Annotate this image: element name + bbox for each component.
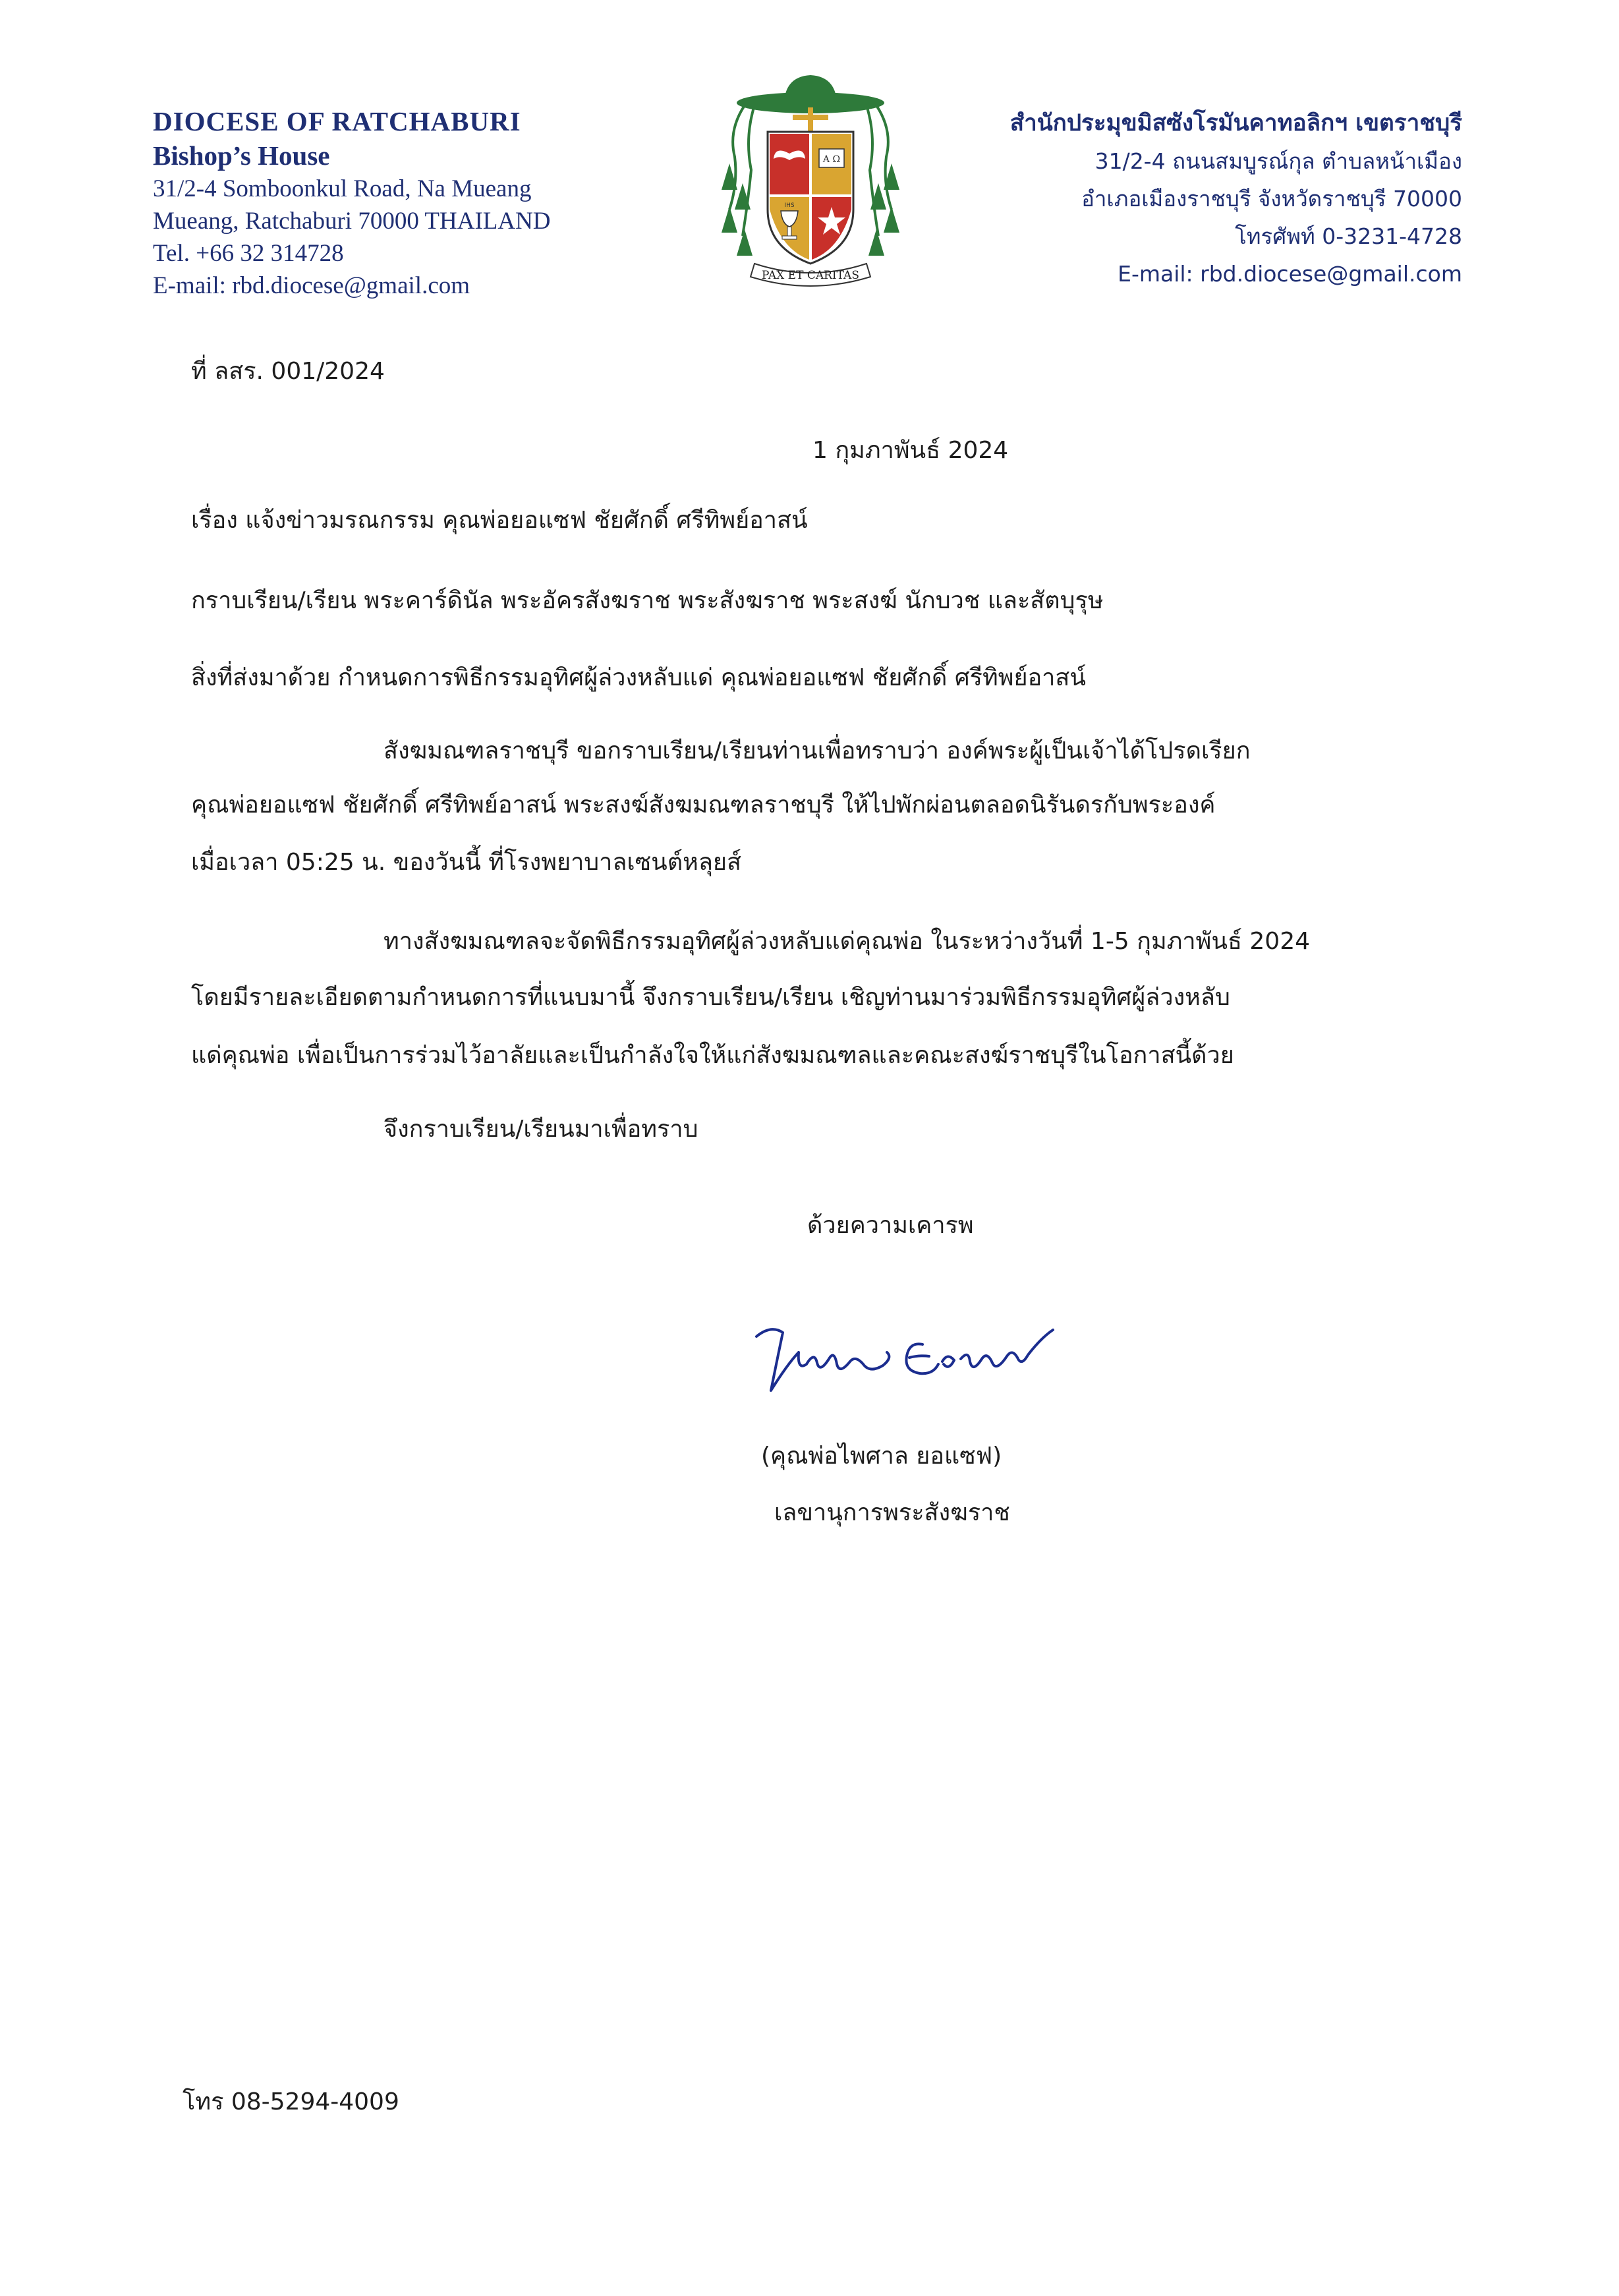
phone-th: โทรศัพท์ 0-3231-4728 <box>1235 223 1462 249</box>
paragraph-2-line-1: ทางสังฆมณฑลจะจัดพิธีกรรมอุทิศผู้ล่วงหลับแด่คุณพ่อ ในระหว่างวันที่ 1-5 กุมภาพันธ์ 2024 <box>383 928 1311 955</box>
letterhead-th <box>1010 104 1462 293</box>
regards: ด้วยความเคารพ <box>807 1212 974 1239</box>
signature <box>751 1318 1061 1404</box>
diocese-title-th: สำนักประมุขมิสซังโรมันคาทอลิกฯ เขตราชบุรี <box>1009 110 1462 136</box>
address-line-th-2: อำเภอเมืองราชบุรี จังหวัดราชบุรี 70000 <box>1081 186 1462 212</box>
signer-name: (คุณพ่อไพศาล ยอแซฟ) <box>761 1443 1002 1470</box>
closing-line: จึงกราบเรียน/เรียนมาเพื่อทราบ <box>383 1116 698 1143</box>
paragraph-2-line-2: โดยมีรายละเอียดตามกำหนดการที่แนบมานี้ จึงกราบเรียน/เรียน เชิญท่านมาร่วมพิธีกรรมอุทิศผู้ล่วงหลับ <box>191 984 1230 1011</box>
phone-en: Tel. +66 32 314728 <box>153 240 344 267</box>
letterhead-en <box>153 104 551 302</box>
diocese-title-en: DIOCESE OF RATCHABURI <box>153 106 521 136</box>
address-line-en-1: 31/2-4 Somboonkul Road, Na Mueang <box>153 175 532 202</box>
reference-number: ที่ ลสร. 001/2024 <box>191 358 385 385</box>
paragraph-1-line-3: เมื่อเวลา 05:25 น. ของวันนี้ ที่โรงพยาบาลเซนต์หลุยส์ <box>191 849 741 876</box>
signature-icon <box>751 1318 1061 1404</box>
address-line-th-1: 31/2-4 ถนนสมบูรณ์กุล ตำบลหน้าเมือง <box>1094 148 1462 174</box>
letter-date: 1 กุมภาพันธ์ 2024 <box>812 437 1009 464</box>
email-th: E-mail: rbd.diocese@gmail.com <box>1118 261 1462 287</box>
coat-of-arms-icon <box>715 71 906 289</box>
letter-enclosure: สิ่งที่ส่งมาด้วย กำหนดการพิธีกรรมอุทิศผู้ล่วงหลับแด่ คุณพ่อยอแซฟ ชัยศักดิ์ ศรีทิพย์อาสน์ <box>191 664 1086 691</box>
paragraph-1-line-2: คุณพ่อยอแซฟ ชัยศักดิ์ ศรีทิพย์อาสน์ พระสงฆ์สังฆมณฑลราชบุรี ให้ไปพักผ่อนตลอดนิรันดรกับพระองค์ <box>191 791 1216 818</box>
email-en: E-mail: rbd.diocese@gmail.com <box>153 272 470 299</box>
signer-title: เลขานุการพระสังฆราช <box>774 1499 1010 1526</box>
letter-subject: เรื่อง แจ้งข่าวมรณกรรม คุณพ่อยอแซฟ ชัยศักดิ์ ศรีทิพย์อาสน์ <box>191 507 808 534</box>
chalice-label: IHS <box>784 202 795 209</box>
address-line-en-2: Mueang, Ratchaburi 70000 THAILAND <box>153 208 551 235</box>
book-label: A Ω <box>822 154 841 165</box>
crest-motto: PAX ET CARITAS <box>762 269 859 282</box>
diocese-crest <box>715 71 906 289</box>
footer-phone: โทร 08-5294-4009 <box>183 2088 399 2115</box>
paragraph-2-line-3: แด่คุณพ่อ เพื่อเป็นการร่วมไว้อาลัยและเป็นกำลังใจให้แก่สังฆมณฑลและคณะสงฆ์ราชบุรีในโอกาสนี้ด้วย <box>191 1042 1234 1069</box>
bishops-house-label: Bishop’s House <box>153 140 330 171</box>
paragraph-1-line-1: สังฆมณฑลราชบุรี ขอกราบเรียน/เรียนท่านเพื่อทราบว่า องค์พระผู้เป็นเจ้าได้โปรดเรียก <box>383 737 1251 764</box>
letter-salutation: กราบเรียน/เรียน พระคาร์ดินัล พระอัครสังฆราช พระสังฆราช พระสงฆ์ นักบวช และสัตบุรุษ <box>191 587 1104 614</box>
